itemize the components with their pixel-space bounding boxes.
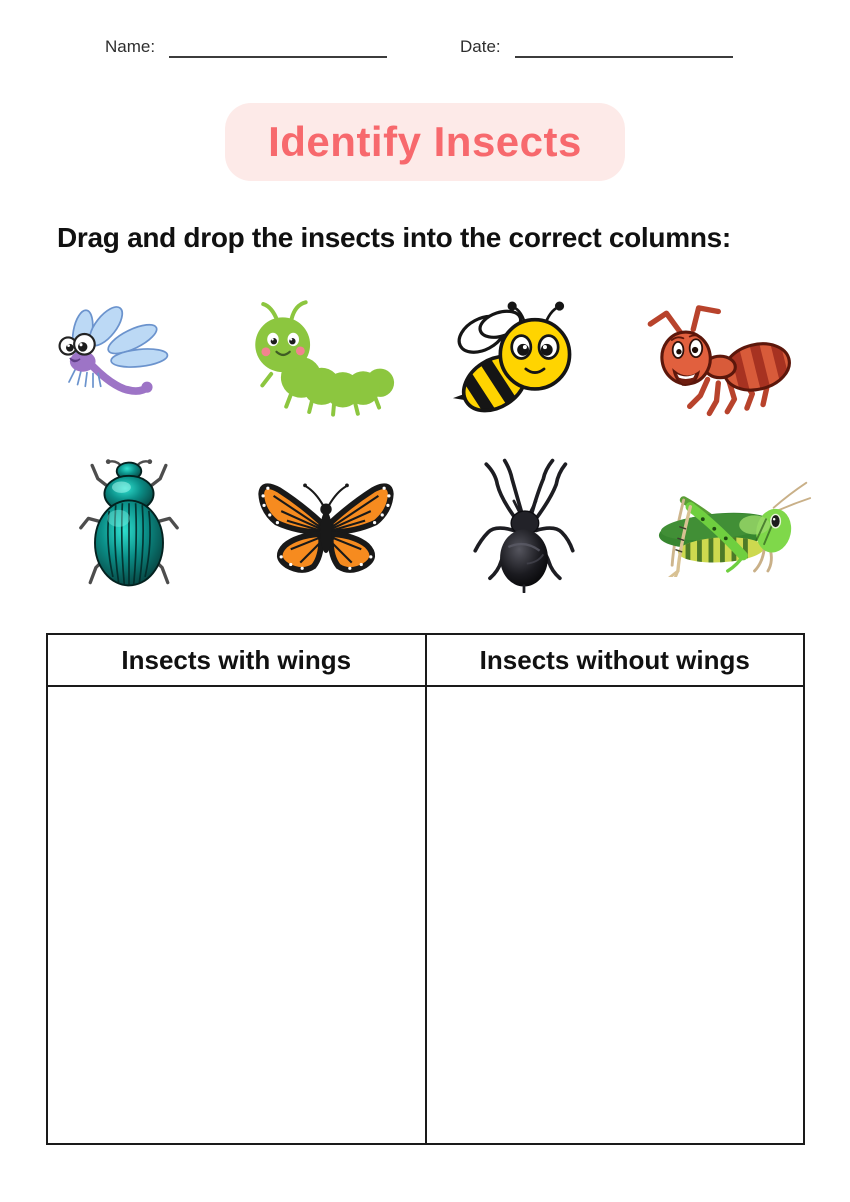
dragonfly-icon bbox=[43, 298, 215, 418]
name-field bbox=[105, 36, 387, 58]
insect-beetle[interactable] bbox=[30, 449, 228, 599]
insect-grid bbox=[30, 283, 820, 599]
column-with-wings bbox=[48, 635, 427, 1143]
name-label: Name: bbox=[105, 37, 156, 56]
date-label: Date: bbox=[460, 37, 501, 56]
column-header-without-wings: Insects without wings bbox=[427, 635, 804, 687]
insect-grasshopper[interactable] bbox=[623, 449, 821, 599]
sorting-table bbox=[46, 633, 805, 1145]
drop-zone-without-wings[interactable] bbox=[427, 687, 804, 1143]
bee-icon bbox=[442, 294, 606, 422]
spider-icon bbox=[473, 455, 575, 593]
date-write-line[interactable] bbox=[515, 36, 733, 58]
drop-zone-with-wings[interactable] bbox=[48, 687, 425, 1143]
insect-butterfly[interactable] bbox=[228, 449, 426, 599]
grasshopper-icon bbox=[630, 471, 812, 577]
insect-spider[interactable] bbox=[425, 449, 623, 599]
caterpillar-icon bbox=[242, 296, 410, 420]
column-without-wings bbox=[427, 635, 804, 1143]
butterfly-icon bbox=[245, 469, 407, 579]
insect-bee[interactable] bbox=[425, 283, 623, 433]
beetle-icon bbox=[77, 456, 181, 593]
page-title: Identify Insects bbox=[268, 118, 582, 165]
insect-ant[interactable] bbox=[623, 283, 821, 433]
date-field bbox=[460, 36, 733, 58]
ant-icon bbox=[636, 295, 806, 421]
title-banner bbox=[225, 103, 625, 181]
instruction-text: Drag and drop the insects into the correct columns: bbox=[57, 222, 731, 253]
insect-dragonfly[interactable] bbox=[30, 283, 228, 433]
column-header-with-wings: Insects with wings bbox=[48, 635, 425, 687]
insect-caterpillar[interactable] bbox=[228, 283, 426, 433]
name-write-line[interactable] bbox=[169, 36, 387, 58]
